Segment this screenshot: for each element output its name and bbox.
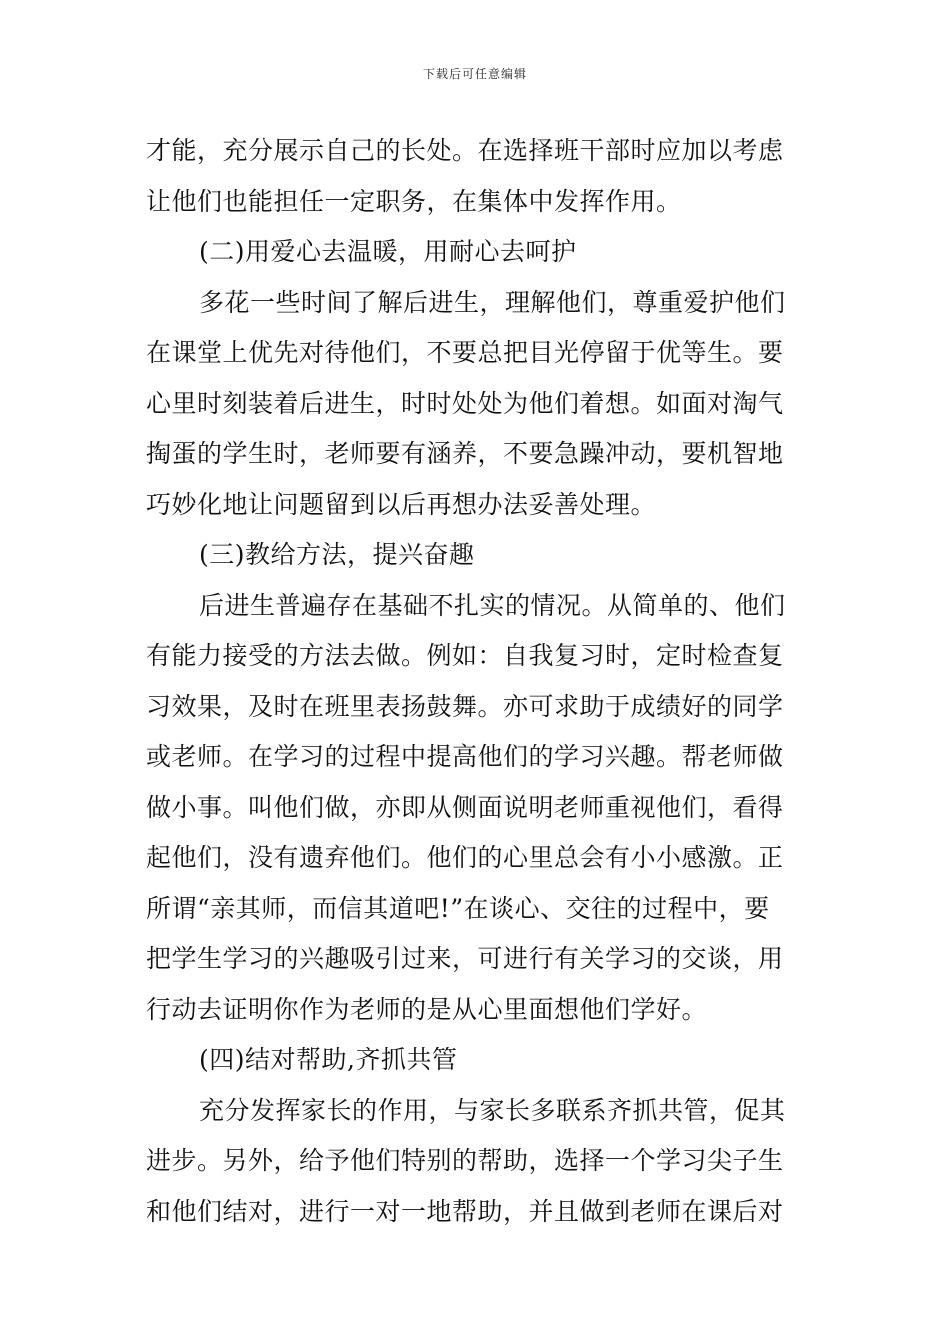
text-line: 起他们，没有遗弃他们。他们的心里总会有小小感激。正 — [146, 843, 784, 872]
text-line: 在课堂上优先对待他们，不要总把目光停留于优等生。要 — [146, 338, 784, 367]
page-header: 下载后可任意编辑 — [422, 67, 527, 81]
text-line: 行动去证明你作为老师的是从心里面想他们学好。 — [146, 994, 708, 1024]
text-line: 把学生学习的兴趣吸引过来，可进行有关学习的交谈，用 — [146, 944, 784, 973]
section-heading: (三)教给方法，提兴奋趣 — [199, 540, 475, 569]
text-line: 做小事。叫他们做，亦即从侧面说明老师重视他们，看得 — [146, 792, 784, 822]
paragraph-start: 后进生普遍存在基础不扎实的情况。从简单的、他们 — [199, 590, 786, 620]
section-heading: (四)结对帮助,齐抓共管 — [199, 1045, 458, 1074]
text-line: 心里时刻装着后进生，时时处处为他们着想。如面对淘气 — [146, 388, 784, 418]
document-body — [146, 126, 811, 1237]
text-line: 掏蛋的学生时，老师要有涵养，不要急躁冲动，要机智地 — [146, 439, 784, 468]
section-heading: (二)用爱心去温暖，用耐心去呵护 — [199, 237, 577, 266]
paragraph-start: 充分发挥家长的作用，与家长多联系齐抓共管，促其 — [199, 1095, 786, 1125]
text-line: 和他们结对，进行一对一地帮助，并且做到老师在课后对 — [146, 1196, 784, 1226]
text-line: 让他们也能担任一定职务，在集体中发挥作用。 — [146, 186, 682, 216]
text-line: 习效果，及时在班里表扬鼓舞。亦可求助于成绩好的同学 — [146, 691, 784, 721]
text-line: 所谓“亲其师，而信其道吧!”在谈心、交往的过程中，要 — [146, 893, 770, 923]
text-line: 才能，充分展示自己的长处。在选择班干部时应加以考虑 — [146, 136, 784, 165]
text-line: 巧妙化地让问题留到以后再想办法妥善处理。 — [146, 489, 657, 519]
paragraph-start: 多花一些时间了解后进生，理解他们，尊重爱护他们 — [199, 287, 786, 317]
text-line: 或老师。在学习的过程中提高他们的学习兴趣。帮老师做 — [146, 742, 784, 771]
text-line: 进步。另外，给予他们特别的帮助，选择一个学习尖子生 — [146, 1146, 784, 1175]
text-line: 有能力接受的方法去做。例如：自我复习时，定时检查复 — [146, 641, 784, 670]
